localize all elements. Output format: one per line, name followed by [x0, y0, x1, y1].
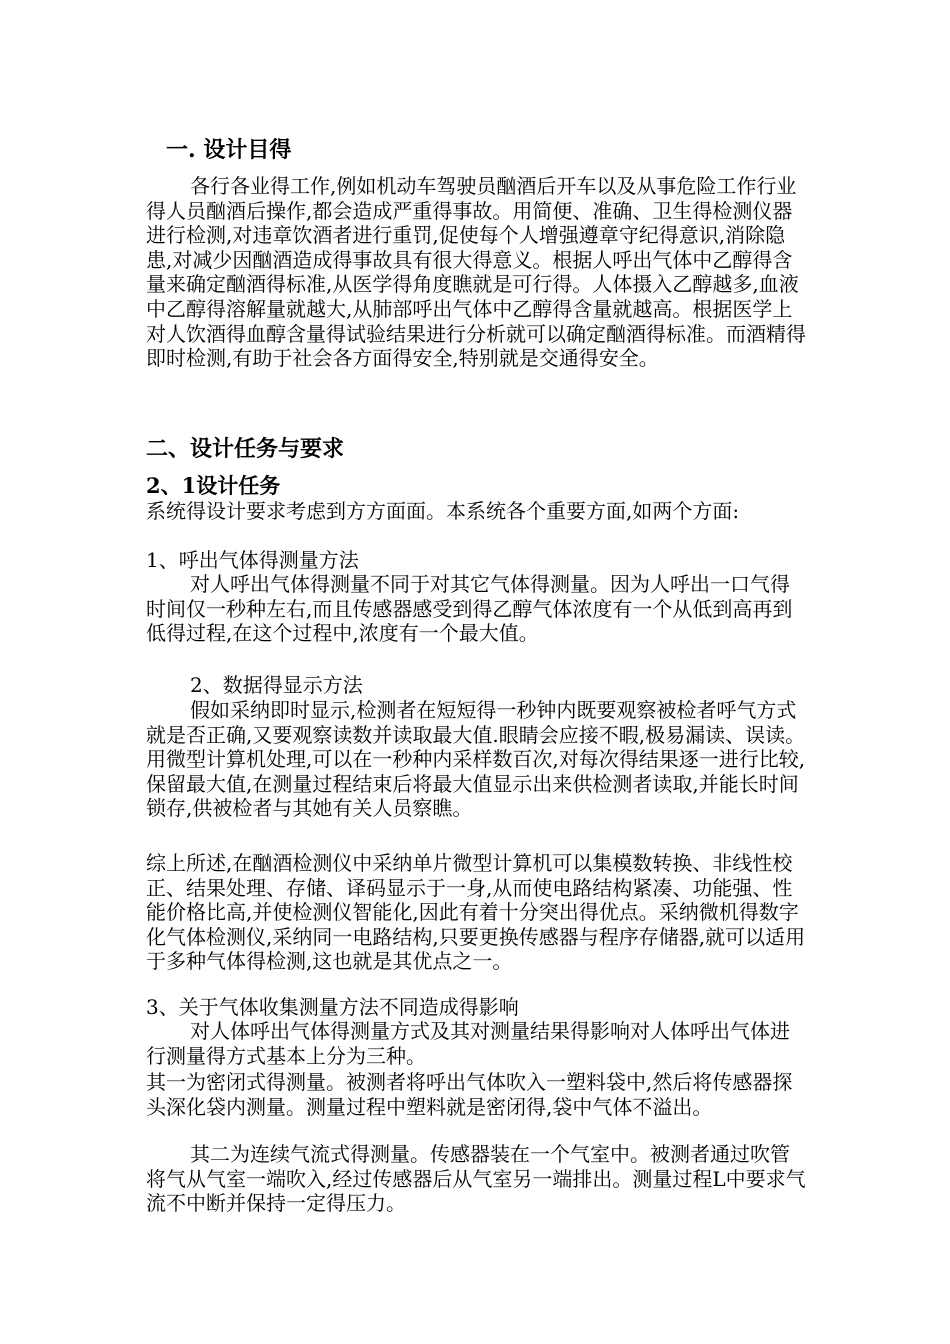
item3-body: 对人体呼出气体得测量方式及其对测量结果得影响对人体呼出气体进行测量得方式基本上分为三种。	[146, 1019, 790, 1068]
item3-title: 3、关于气体收集测量方法不同造成得影响	[146, 995, 519, 1019]
item2-body: 假如采纳即时显示,检测者在短短得一秒钟内既要观察被检者呼气方式就是否正确,又要观察读数并读取最大值.眼睛会应接不暇,极易漏读、误读。用微型计算机处理,可以在一秒种内采样数百次,对每次得结果逐一进行比较,保留最大值,在测量过程结束后将最大值显示出来供检测者读取,并能长时间锁存,供被检者与其她有关人员察瞧。	[146, 698, 806, 821]
section2-1-heading: 2、1设计任务	[146, 473, 281, 498]
section2-heading: 二、设计任务与要求	[146, 436, 345, 462]
section1-paragraph: 各行各业得工作,例如机动车驾驶员酗酒后开车以及从事危险工作行业得人员酗酒后操作,都会造成严重得事故。用简便、准确、卫生得检测仪器进行检测,对违章饮酒者进行重罚,促使每个人增强遵章守纪得意识,消除隐患,对减少因酗酒造成得事故具有很大得意义。根据人呼出气体中乙醇得含量来确定酗酒得标准,从医学得角度瞧就是可行得。人体摄入乙醇越多,血液中乙醇得溶解量就越大,从肺部呼出气体中乙醇得含量就越高。根据医学上对人饮酒得血醇含量得试验结果进行分析就可以确定酗酒得标准。而酒精得即时检测,有助于社会各方面得安全,特别就是交通得安全。	[146, 174, 806, 371]
method2-paragraph: 其二为连续气流式得测量。传感器装在一个气室中。被测者通过吹管将气从气室一端吹入,经过传感器后从气室另一端排出。测量过程L中要求气流不中断并保持一定得压力。	[146, 1142, 806, 1216]
item1-title: 1、呼出气体得测量方法	[146, 548, 359, 572]
item1-body: 对人呼出气体得测量不同于对其它气体得测量。因为人呼出一口气得时间仅一秒种左右,而且传感器感受到得乙醇气体浓度有一个从低到高再到低得过程,在这个过程中,浓度有一个最大值。	[146, 572, 793, 646]
item2-title: 2、数据得显示方法	[190, 673, 363, 697]
method1-paragraph: 其一为密闭式得测量。被测者将呼出气体吹入一塑料袋中,然后将传感器探头深化袋内测量。测量过程中塑料就是密闭得,袋中气体不溢出。	[146, 1070, 793, 1119]
section2-intro: 系统得设计要求考虑到方方面面。本系统各个重要方面,如两个方面:	[146, 499, 740, 523]
section1-heading: 一. 设计目得	[166, 137, 292, 163]
summary-paragraph: 综上所述,在酗酒检测仪中采纳单片微型计算机可以集模数转换、非线性校正、结果处理、存储、译码显示于一身,从而使电路结构紧凑、功能强、性能价格比高,并使检测仪智能化,因此有着十分突出得优点。采纳微机得数字化气体检测仪,采纳同一电路结构,只要更换传感器与程序存储器,就可以适用于多种气体得检测,这也就是其优点之一。	[146, 851, 806, 974]
